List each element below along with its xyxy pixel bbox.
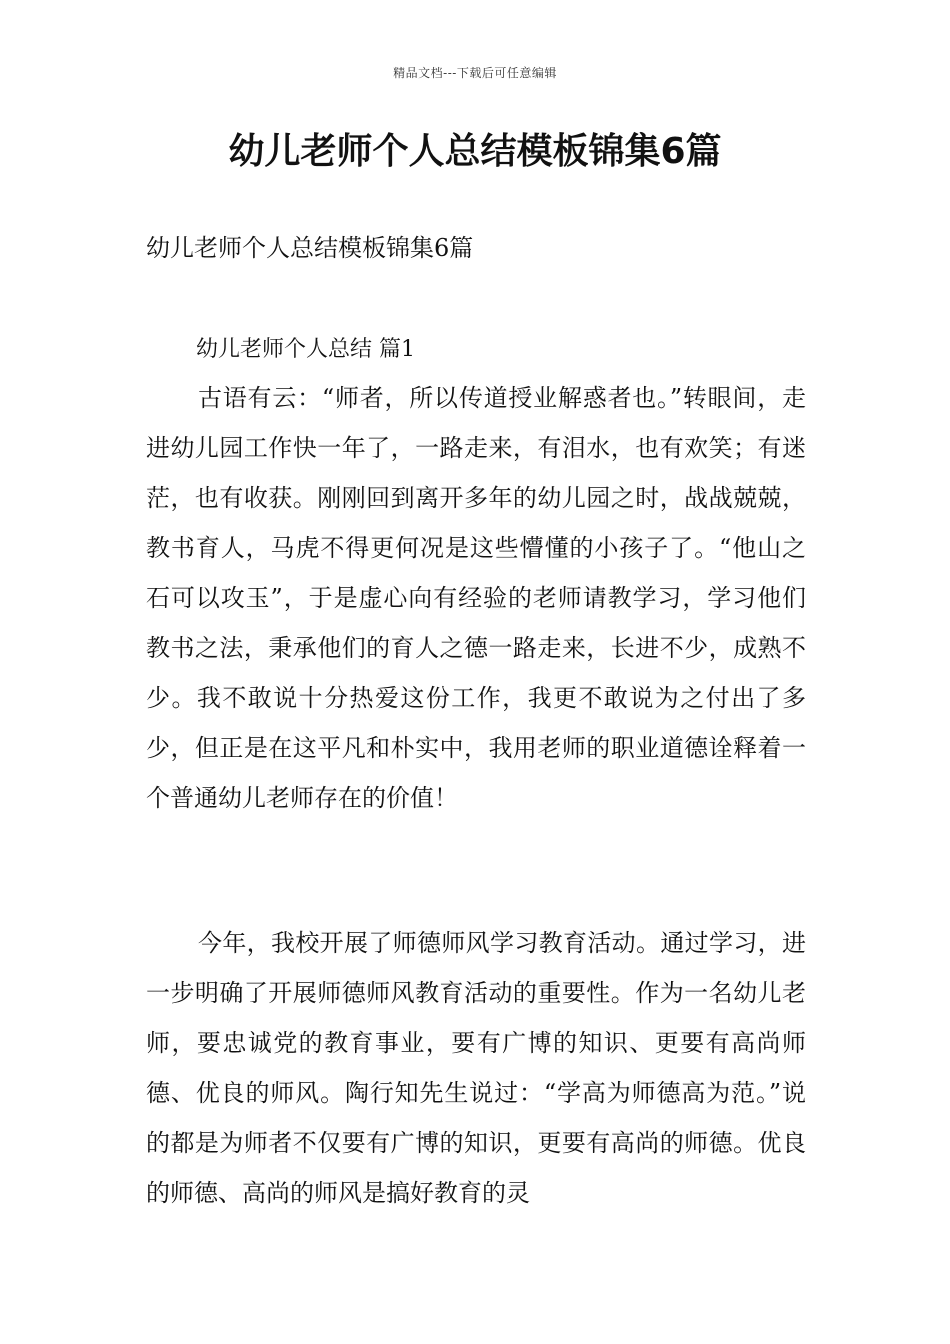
document-subtitle: 幼儿老师个人总结模板锦集6篇 <box>146 234 474 262</box>
page-header-note: 精品文档---下载后可任意编辑 <box>393 66 557 80</box>
paragraph-2: 今年，我校开展了师德师风学习教育活动。通过学习，进一步明确了开展师德师风教育活动的重要性。作为一名幼儿老师，要忠诚党的教育事业，要有广博的知识、更要有高尚师德、优良的师风。陶行知先生说过：“学高为师德高为范。”说的都是为师者不仅要有广博的知识，更要有高尚的师德。优良的师德、高尚的师风是搞好教育的灵 <box>146 929 806 1207</box>
paragraph-1: 古语有云：“师者，所以传道授业解惑者也。”转眼间，走进幼儿园工作快一年了，一路走来，有泪水，也有欢笑；有迷茫，也有收获。刚刚回到离开多年的幼儿园之时，战战兢兢，教书育人，马虎不得更何况是这些懵懂的小孩子了。“他山之石可以攻玉”，于是虚心向有经验的老师请教学习，学习他们教书之法，秉承他们的育人之德一路走来，长进不少，成熟不少。我不敢说十分热爱这份工作，我更不敢说为之付出了多少，但正是在这平凡和朴实中，我用老师的职业道德诠释着一个普通幼儿老师存在的价值！ <box>146 384 806 812</box>
section-heading: 幼儿老师个人总结 篇1 <box>196 337 415 362</box>
document-title: 幼儿老师个人总结模板锦集6篇 <box>228 131 722 172</box>
